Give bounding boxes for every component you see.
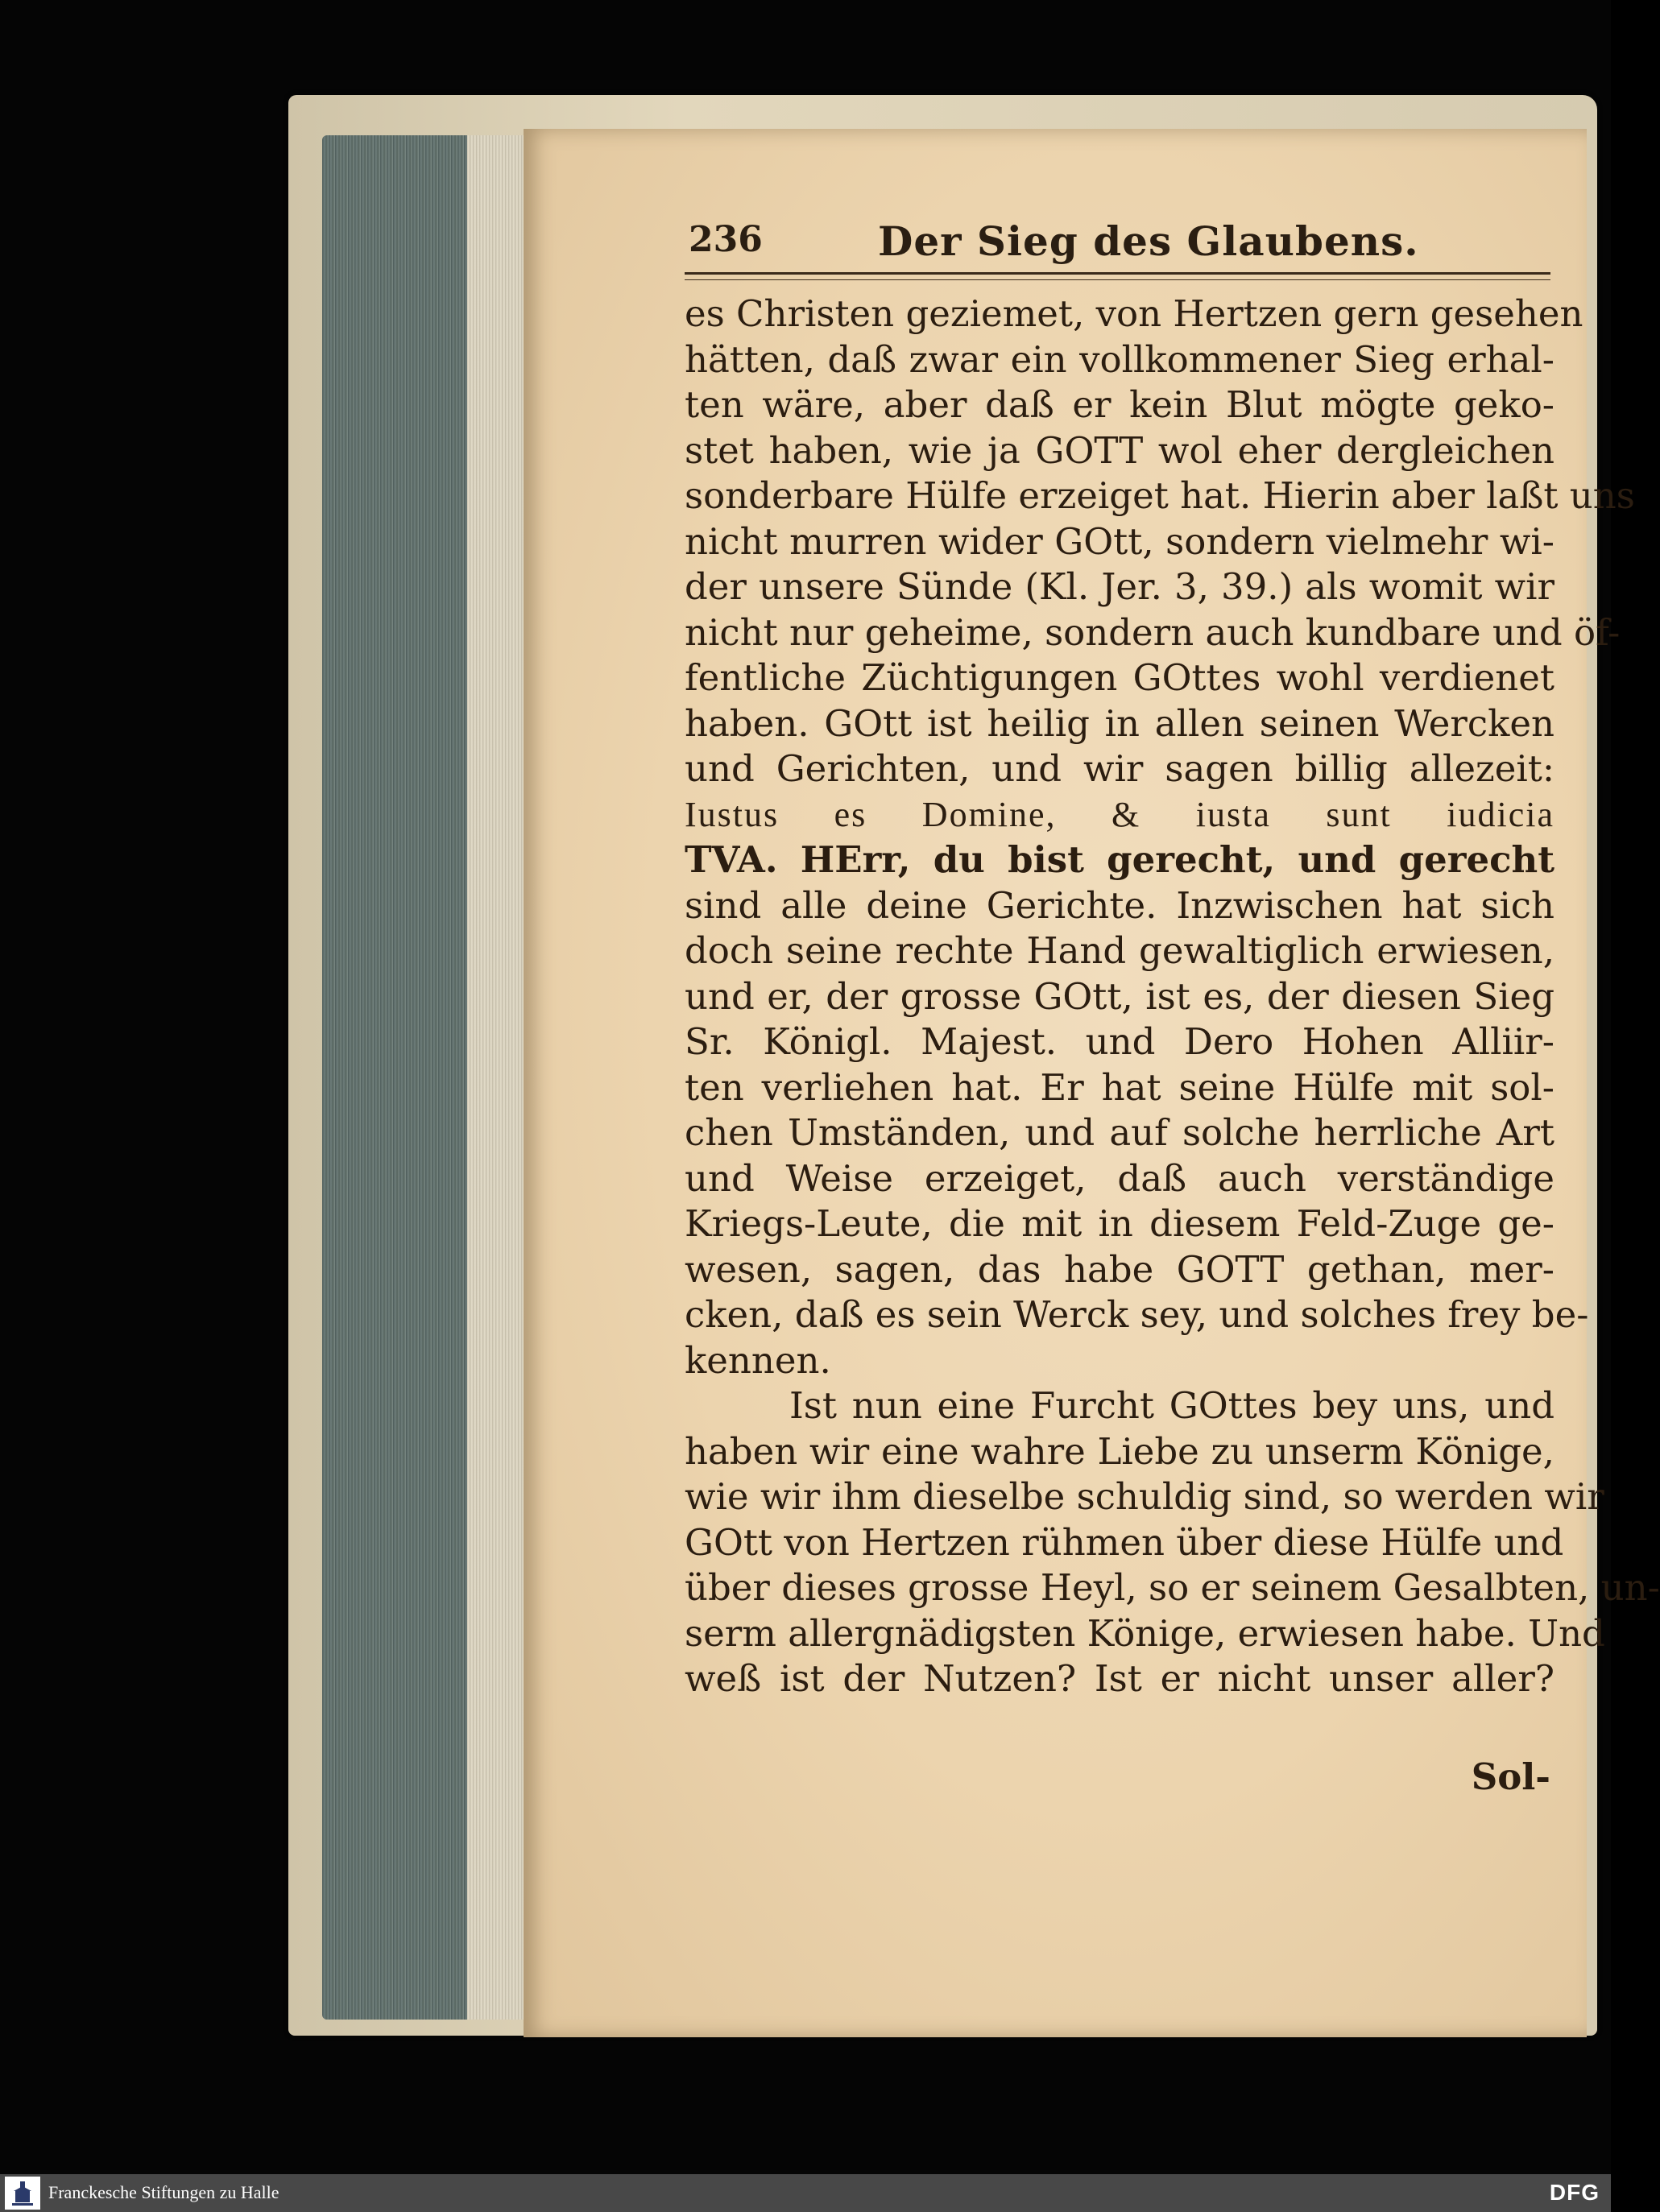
text-line: über dieses grosse Heyl, so er seinem Gesalbten, un-	[685, 1566, 1660, 1609]
text-line: Ist nun eine Furcht GOttes bey uns, und	[789, 1384, 1554, 1427]
text-line: doch seine rechte Hand gewaltiglich erwiesen,	[685, 929, 1554, 972]
catchword: Sol-	[1471, 1755, 1550, 1798]
text-line: serm allergnädigsten Könige, erwiesen habe. Und	[685, 1611, 1605, 1655]
page-number: 236	[689, 219, 763, 260]
text-line: GOtt von Hertzen rühmen über diese Hülfe und	[685, 1520, 1564, 1564]
text-line: der unsere Sünde (Kl. Jer. 3, 39.) als womit wir	[685, 565, 1554, 608]
text-line: sonderbare Hülfe erzeiget hat. Hierin aber laßt uns	[685, 474, 1635, 517]
institution-logo-icon	[5, 2177, 40, 2210]
text-line: chen Umständen, und auf solche herrliche Art	[685, 1111, 1554, 1154]
page-header	[689, 217, 1550, 274]
text-line: haben. GOtt ist heilig in allen seinen Wercken	[685, 701, 1554, 745]
text-line: und er, der grosse GOtt, ist es, der diesen Sieg	[685, 974, 1554, 1018]
text-line: haben wir eine wahre Liebe zu unserm Könige,	[685, 1429, 1554, 1473]
text-line: cken, daß es sein Werck sey, und solches frey be-	[685, 1293, 1589, 1336]
text-line: und Gerichten, und wir sagen billig allezeit:	[685, 747, 1554, 790]
body-text	[685, 291, 1660, 1702]
page-edges-inner	[467, 135, 524, 2020]
text-line: kennen.	[685, 1338, 831, 1382]
header-rule	[685, 272, 1550, 280]
text-line: Sr. Königl. Majest. und Dero Hohen Alliir-	[685, 1020, 1554, 1063]
text-line: stet haben, wie ja GOTT wol eher dergleichen	[685, 428, 1554, 472]
text-line: nicht nur geheime, sondern auch kundbare und öf-	[685, 610, 1621, 654]
text-line: Kriegs-Leute, die mit in diesem Feld-Zuge ge-	[685, 1202, 1554, 1245]
text-line: ten verliehen hat. Er hat seine Hülfe mit sol-	[685, 1065, 1554, 1109]
text-line: nicht murren wider GOtt, sondern vielmehr wi-	[685, 519, 1554, 563]
text-line: weß ist der Nutzen? Ist er nicht unser aller?	[685, 1657, 1554, 1700]
dfg-logo: DFG	[1549, 2180, 1600, 2205]
text-line-latin: Iustus es Domine, & iusta sunt iudicia	[685, 794, 1554, 834]
text-line: hätten, daß zwar ein vollkommener Sieg erhal-	[685, 337, 1554, 381]
text-line-emphasis: TVA. HErr, du bist gerecht, und gerecht	[685, 838, 1554, 881]
text-line: und Weise erzeiget, daß auch verständige	[685, 1156, 1554, 1200]
text-line: ten wäre, aber daß er kein Blut mögte geko-	[685, 383, 1554, 426]
text-line: wie wir ihm dieselbe schuldig sind, so werden wir	[685, 1475, 1604, 1518]
institution-name: Franckesche Stiftungen zu Halle	[48, 2182, 279, 2202]
text-line: wesen, sagen, das habe GOTT gethan, mer-	[685, 1247, 1554, 1291]
text-line: fentliche Züchtigungen GOttes wohl verdienet	[685, 656, 1554, 699]
text-line: es Christen geziemet, von Hertzen gern gesehen	[685, 292, 1583, 335]
text-line: sind alle deine Gerichte. Inzwischen hat sich	[685, 883, 1554, 927]
running-title: Der Sieg des Glaubens.	[878, 217, 1419, 265]
